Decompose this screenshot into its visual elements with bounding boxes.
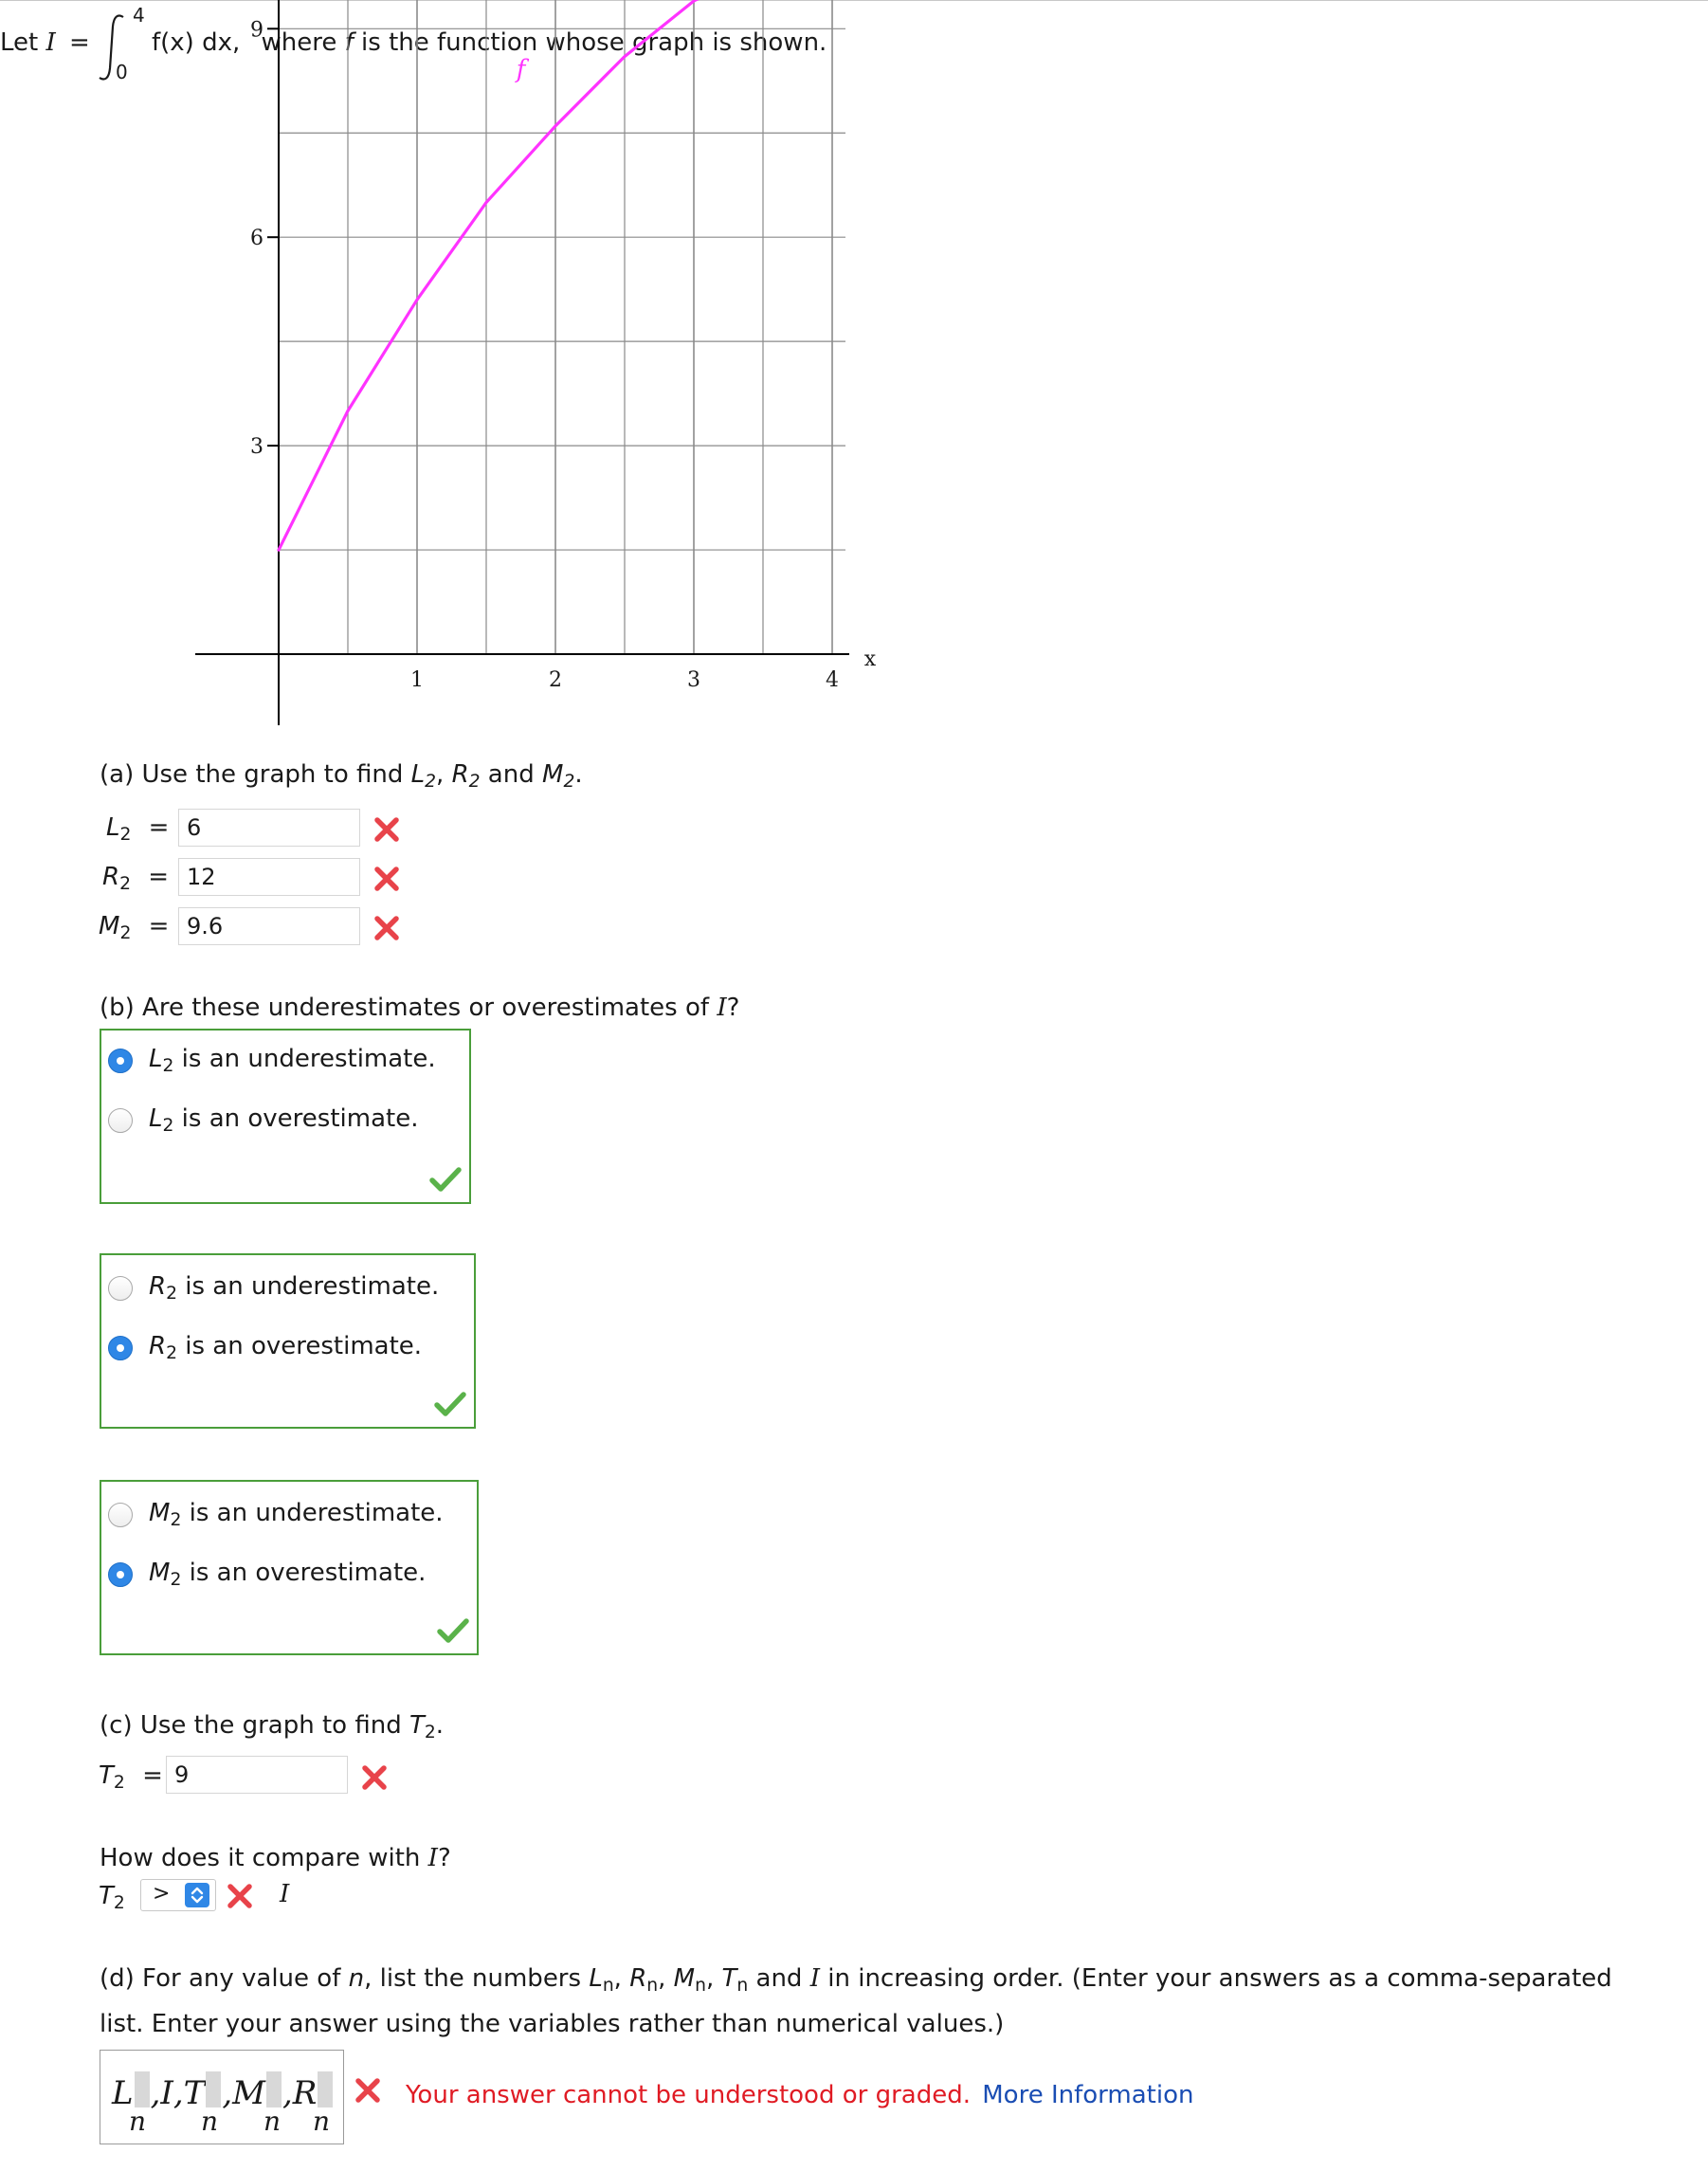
more-information-link[interactable]: More Information	[982, 2081, 1194, 2109]
part-d-line1: (d) For any value of n, list the numbers $L_n$, $R_n$, $M_n$, $T_n$ and I in increasing order. (Enter your answers as a comma-separated	[100, 1964, 1612, 1997]
integrand: f(x) dx, where f is the function whose graph is shown.	[152, 28, 827, 57]
x-tick-label: 2	[549, 668, 562, 692]
R2-underestimate-label[interactable]: $R_2$ is an underestimate.	[149, 1272, 440, 1304]
sub-placeholder	[318, 2071, 333, 2107]
part-b-prompt: (b) Are these underestimates or overestimates of I?	[100, 994, 740, 1022]
R2-estimate-group	[100, 1253, 476, 1429]
T2-input[interactable]	[166, 1756, 348, 1794]
lower-limit: 0	[116, 61, 128, 83]
R2-correct-icon	[434, 1391, 466, 1417]
sub-placeholder	[266, 2071, 282, 2107]
part-c-prompt: (c) Use the graph to find $T_2$.	[100, 1711, 445, 1743]
y-tick-label: 3	[250, 435, 263, 460]
M2-estimate-group	[100, 1480, 479, 1655]
upper-limit: 4	[133, 4, 145, 27]
x-tick-label: 4	[826, 668, 839, 692]
T2-compare-label: $T_2$	[99, 1882, 125, 1914]
order-answer-box[interactable]: L ,I,T ,M ,R n n n n	[100, 2050, 344, 2144]
sub-placeholder	[135, 2071, 150, 2107]
part-d-line2: list. Enter your answer using the variables rather than numerical values.)	[100, 2010, 1005, 2038]
part-a-prompt: (a) Use the graph to find $L_2$, $R_2$ and $M_2$.	[100, 760, 583, 793]
M2-overestimate-label[interactable]: $M_2$ is an overestimate.	[149, 1559, 427, 1591]
x-tick-label: 3	[687, 668, 700, 692]
R2-input[interactable]	[178, 858, 360, 896]
problem-statement	[0, 28, 90, 58]
R2-label: $R_2$ =	[102, 863, 170, 895]
I-after-select: I	[280, 1880, 290, 1908]
comparison-select[interactable]	[140, 1879, 216, 1911]
M2-incorrect-icon	[372, 914, 401, 942]
M2-underestimate-label[interactable]: $M_2$ is an underestimate.	[149, 1499, 444, 1531]
M2-correct-icon	[437, 1617, 469, 1644]
curve-label: f	[516, 55, 526, 84]
x-tick-label: 1	[410, 668, 424, 692]
y-tick-label: 9	[250, 18, 263, 43]
L2-overestimate-label[interactable]: $L_2$ is an overestimate.	[149, 1104, 419, 1137]
comparison-select-value: >	[153, 1882, 171, 1906]
let-text: Let	[0, 28, 46, 57]
L2-input[interactable]	[178, 809, 360, 847]
L2-label: $L_2$ =	[106, 813, 170, 846]
T2-incorrect-icon	[360, 1763, 389, 1792]
select-arrows-icon	[185, 1883, 209, 1907]
R2-overestimate-label[interactable]: $R_2$ is an overestimate.	[149, 1332, 423, 1364]
order-answer-expression: L ,I,T ,M ,R	[112, 2071, 334, 2112]
compare-prompt: How does it compare with I?	[100, 1844, 451, 1872]
error-text: Your answer cannot be understood or graded.	[406, 2081, 971, 2109]
M2-overestimate-radio[interactable]	[108, 1562, 133, 1587]
grading-message	[406, 2081, 1193, 2110]
L2-overestimate-radio[interactable]	[108, 1108, 133, 1133]
L2-underestimate-label[interactable]: $L_2$ is an underestimate.	[149, 1045, 436, 1077]
comparison-incorrect-icon	[226, 1882, 254, 1910]
x-axis-label: x	[863, 648, 877, 671]
R2-incorrect-icon	[372, 865, 401, 893]
equals-sign: =	[69, 28, 90, 57]
y-tick-label: 6	[250, 227, 263, 251]
M2-label: $M_2$ =	[99, 912, 170, 944]
L2-correct-icon	[429, 1166, 462, 1193]
L2-underestimate-radio[interactable]	[108, 1049, 133, 1073]
T2-label: $T_2$ =	[99, 1761, 163, 1794]
order-incorrect-icon	[354, 2076, 382, 2105]
R2-overestimate-radio[interactable]	[108, 1336, 133, 1360]
top-divider	[0, 0, 1708, 1]
I-symbol: I	[45, 28, 56, 57]
M2-input[interactable]	[178, 907, 360, 945]
L2-estimate-group	[100, 1029, 471, 1204]
R2-underestimate-radio[interactable]	[108, 1276, 133, 1301]
sub-placeholder	[206, 2071, 221, 2107]
M2-underestimate-radio[interactable]	[108, 1503, 133, 1527]
L2-incorrect-icon	[372, 815, 401, 844]
